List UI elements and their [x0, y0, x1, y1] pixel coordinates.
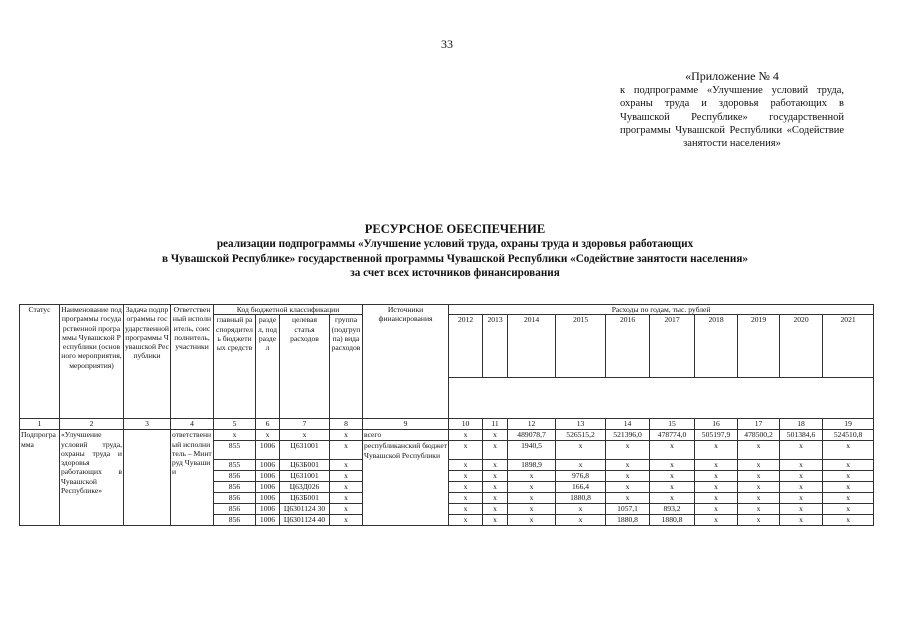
- year-value: x: [780, 493, 823, 504]
- header-year-2014: 2014: [508, 315, 556, 378]
- column-number: 5: [214, 419, 256, 430]
- year-value: x: [449, 471, 483, 482]
- header-sub-section: раздел, подраздел: [256, 315, 280, 419]
- year-value: x: [738, 493, 780, 504]
- year-value: 1880,8: [650, 515, 695, 526]
- header-year-2013: 2013: [483, 315, 508, 378]
- document-heading: [50, 222, 860, 281]
- column-number: 14: [606, 419, 650, 430]
- column-number: 17: [738, 419, 780, 430]
- year-value: x: [823, 504, 874, 515]
- year-value: x: [823, 515, 874, 526]
- status-cell: Подпрограмма: [20, 430, 60, 526]
- year-value: 1880,8: [606, 515, 650, 526]
- year-value: x: [508, 482, 556, 493]
- year-value: x: [738, 482, 780, 493]
- header-executor: Ответственный исполнитель, соисполнитель, участники: [171, 305, 214, 419]
- year-value: 976,8: [556, 471, 606, 482]
- manager-code: 855: [214, 460, 256, 471]
- year-value: x: [449, 515, 483, 526]
- header-sub-target: целевая статья расходов: [280, 315, 330, 419]
- year-value: x: [556, 460, 606, 471]
- column-number-row: [20, 419, 874, 430]
- year-value: x: [738, 460, 780, 471]
- column-number: 2: [60, 419, 124, 430]
- year-value: x: [556, 504, 606, 515]
- heading-line-3: в Чувашской Республике» государственной программы Чувашской Республики «Содействие занятости населения»: [162, 252, 748, 265]
- header-year-2016: 2016: [606, 315, 650, 378]
- manager-code: 856: [214, 515, 256, 526]
- manager-code: 855: [214, 441, 256, 460]
- year-value: x: [780, 504, 823, 515]
- funding-source: [363, 504, 449, 515]
- column-number: 10: [449, 419, 483, 430]
- funding-source: [363, 482, 449, 493]
- column-number: 8: [330, 419, 363, 430]
- page-number: 33: [441, 37, 453, 51]
- year-value: 478774,0: [650, 430, 695, 441]
- year-value: x: [738, 471, 780, 482]
- manager-code: 856: [214, 493, 256, 504]
- funding-source: республиканский бюджет Чувашской Республики: [364, 441, 448, 460]
- program-name-cell: «Улучшение условий труда, охраны труда и здоровья работающих в Чувашской Республике»: [60, 430, 124, 526]
- funding-source: [363, 460, 449, 471]
- target-code: Ц631001: [280, 441, 330, 460]
- header-name: Наименование подпрограммы государственной программы Чувашской Республики (основного мероприятия, мероприятия): [60, 305, 124, 419]
- year-value: x: [695, 460, 738, 471]
- year-value: x: [823, 471, 874, 482]
- year-value: x: [695, 504, 738, 515]
- funding-source: [363, 515, 449, 526]
- year-value: x: [606, 441, 650, 460]
- header-year-2012: 2012: [449, 315, 483, 378]
- year-value: x: [650, 482, 695, 493]
- group-code: x: [330, 493, 363, 504]
- year-value: x: [483, 460, 508, 471]
- heading-line-2: реализации подпрограммы «Улучшение условий труда, охраны труда и здоровья работающих: [216, 238, 694, 250]
- year-value: x: [606, 460, 650, 471]
- year-value: x: [650, 493, 695, 504]
- year-value: 521396,0: [606, 430, 650, 441]
- year-value: x: [695, 482, 738, 493]
- year-value: 1940,5: [508, 441, 556, 460]
- year-value: x: [556, 441, 606, 460]
- year-value: 1880,8: [556, 493, 606, 504]
- section-code: 1006: [256, 504, 280, 515]
- column-number: 18: [780, 419, 823, 430]
- header-budget-code: Код бюджетной классификации: [214, 305, 363, 315]
- target-code: Ц6301124 30: [280, 504, 330, 515]
- header-status: Статус: [20, 305, 60, 419]
- target-code: Ц63Б001: [280, 493, 330, 504]
- funding-source: [363, 471, 449, 482]
- year-value: x: [483, 493, 508, 504]
- column-number: 3: [124, 419, 171, 430]
- target-code: Ц63Б001: [280, 460, 330, 471]
- year-value: x: [449, 441, 483, 460]
- header-year-2015: 2015: [556, 315, 606, 378]
- group-code: x: [330, 460, 363, 471]
- year-value: x: [650, 460, 695, 471]
- year-value: x: [780, 460, 823, 471]
- task-cell: [124, 430, 171, 526]
- header-task: Задача подпрограммы государственной программы Чувашской Республики: [124, 305, 171, 419]
- heading-line-4: за счет всех источников финансирования: [350, 267, 560, 280]
- year-value: x: [650, 471, 695, 482]
- header-years-spacer: [449, 378, 874, 419]
- appendix-block: [620, 70, 844, 150]
- group-code: x: [330, 430, 363, 441]
- group-code: x: [330, 515, 363, 526]
- year-value: x: [606, 482, 650, 493]
- target-code: Ц6301124 40: [280, 515, 330, 526]
- header-year-2020: 2020: [780, 315, 823, 378]
- manager-code: 856: [214, 482, 256, 493]
- heading-line-1: РЕСУРСНОЕ ОБЕСПЕЧЕНИЕ: [364, 222, 546, 236]
- year-value: x: [738, 441, 780, 460]
- year-value: x: [483, 441, 508, 460]
- year-value: 505197,9: [695, 430, 738, 441]
- year-value: x: [780, 515, 823, 526]
- year-value: 166,4: [556, 482, 606, 493]
- column-number: 13: [556, 419, 606, 430]
- year-value: x: [483, 471, 508, 482]
- year-value: 489078,7: [508, 430, 556, 441]
- header-sub-group: группа (подгруппа) вида расходов: [330, 315, 363, 419]
- year-value: x: [823, 441, 874, 460]
- year-value: x: [738, 515, 780, 526]
- column-number: 4: [171, 419, 214, 430]
- target-code: Ц631001: [280, 471, 330, 482]
- year-value: x: [449, 482, 483, 493]
- year-value: x: [780, 482, 823, 493]
- target-code: Ц63Д026: [280, 482, 330, 493]
- column-number: 11: [483, 419, 508, 430]
- year-value: x: [556, 515, 606, 526]
- header-year-2017: 2017: [650, 315, 695, 378]
- column-number: 15: [650, 419, 695, 430]
- year-value: x: [695, 493, 738, 504]
- year-value: x: [483, 515, 508, 526]
- manager-code: 856: [214, 471, 256, 482]
- year-value: x: [483, 504, 508, 515]
- column-number: 9: [363, 419, 449, 430]
- year-value: x: [508, 515, 556, 526]
- header-year-2021: 2021: [823, 315, 874, 378]
- group-code: x: [330, 482, 363, 493]
- year-value: x: [695, 515, 738, 526]
- year-value: x: [695, 471, 738, 482]
- year-value: x: [823, 460, 874, 471]
- year-value: 501384,6: [780, 430, 823, 441]
- funding-source: всего: [363, 430, 449, 441]
- year-value: x: [695, 441, 738, 460]
- target-code: x: [280, 430, 330, 441]
- group-code: x: [330, 504, 363, 515]
- executor-cell: ответственный исполнитель – Минтруд Чувашии: [171, 430, 214, 526]
- resource-table: [19, 304, 874, 526]
- year-value: x: [449, 504, 483, 515]
- section-code: 1006: [256, 515, 280, 526]
- manager-code: 856: [214, 504, 256, 515]
- year-value: x: [823, 482, 874, 493]
- group-code: x: [330, 441, 363, 460]
- section-code: 1006: [256, 482, 280, 493]
- group-code: x: [330, 471, 363, 482]
- year-value: x: [483, 430, 508, 441]
- section-code: 1006: [256, 460, 280, 471]
- header-sources: Источники финансирования: [363, 305, 449, 419]
- year-value: 1898,9: [508, 460, 556, 471]
- year-value: x: [508, 504, 556, 515]
- header-year-2019: 2019: [738, 315, 780, 378]
- appendix-title: «Приложение № 4: [685, 69, 779, 83]
- year-value: 526515,2: [556, 430, 606, 441]
- year-value: x: [508, 493, 556, 504]
- table-row: [20, 430, 874, 441]
- appendix-text: к подпрограмме «Улучшение условий труда, охраны труда и здоровья работающих в Чувашской Республике» государственной программы Чувашской Республики «Содействие занятости населения»: [620, 85, 844, 150]
- year-value: x: [606, 493, 650, 504]
- year-value: x: [780, 471, 823, 482]
- column-number: 19: [823, 419, 874, 430]
- header-year-2018: 2018: [695, 315, 738, 378]
- column-number: 12: [508, 419, 556, 430]
- header-row-1: [20, 305, 874, 315]
- year-value: x: [449, 460, 483, 471]
- year-value: x: [508, 471, 556, 482]
- year-value: x: [650, 441, 695, 460]
- year-value: 1057,1: [606, 504, 650, 515]
- manager-code: x: [214, 430, 256, 441]
- year-value: x: [738, 504, 780, 515]
- year-value: 478500,2: [738, 430, 780, 441]
- year-value: x: [606, 471, 650, 482]
- section-code: 1006: [256, 441, 280, 460]
- column-number: 7: [280, 419, 330, 430]
- column-number: 16: [695, 419, 738, 430]
- year-value: 524510,8: [823, 430, 874, 441]
- year-value: x: [780, 441, 823, 460]
- funding-source: [363, 493, 449, 504]
- section-code: 1006: [256, 493, 280, 504]
- header-sub-manager: главный распорядитель бюджетных средств: [214, 315, 256, 419]
- section-code: x: [256, 430, 280, 441]
- header-expenses: Расходы по годам, тыс. рублей: [449, 305, 874, 315]
- year-value: x: [823, 493, 874, 504]
- section-code: 1006: [256, 471, 280, 482]
- year-value: x: [483, 482, 508, 493]
- year-value: 893,2: [650, 504, 695, 515]
- column-number: 6: [256, 419, 280, 430]
- year-value: x: [449, 493, 483, 504]
- year-value: x: [449, 430, 483, 441]
- column-number: 1: [20, 419, 60, 430]
